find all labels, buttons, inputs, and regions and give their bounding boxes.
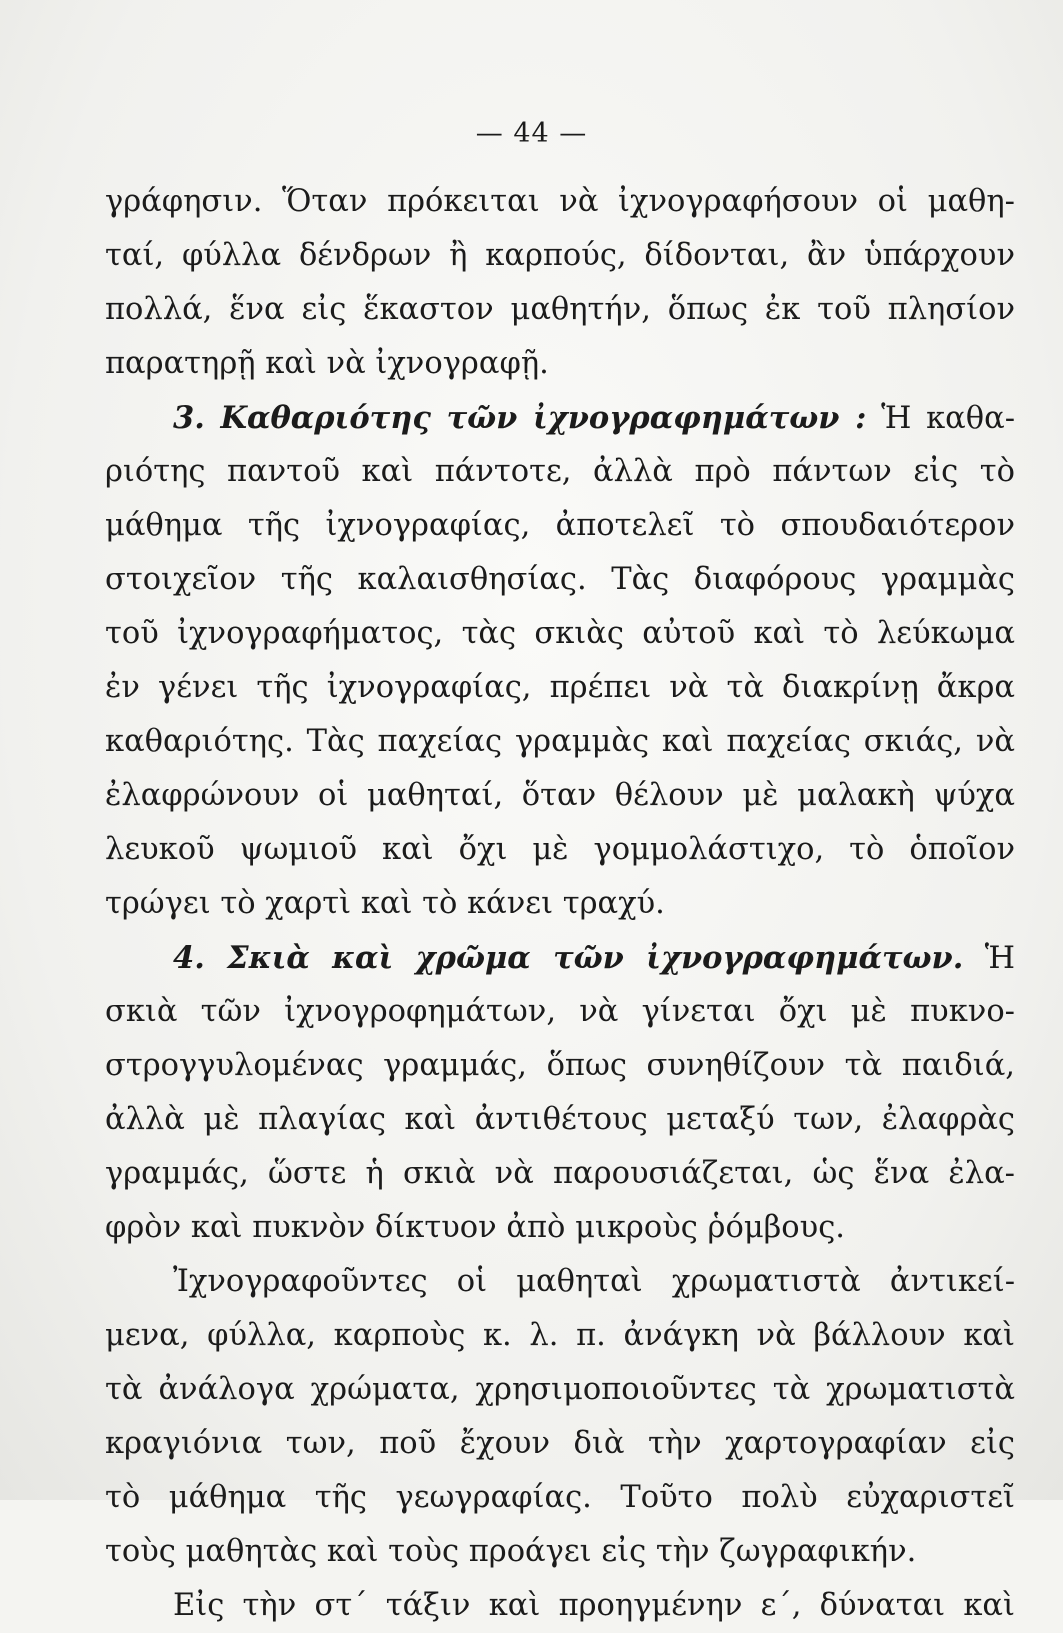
- text-line: μάθημα τῆς ἰχνογραφίας, ἀποτελεῖ τὸ σπουδαιότερον: [105, 508, 1015, 543]
- text-line: τοῦ ἰχνογραφήματος, τὰς σκιὰς αὐτοῦ καὶ τὸ λεύκωμα: [105, 616, 1015, 651]
- text-line: λευκοῦ ψωμιοῦ καὶ ὄχι μὲ γομμολάστιχο, τὸ ὁποῖον: [105, 832, 1015, 867]
- section-3-heading: 3. Καθαριότης τῶν ἰχνογραφημάτων :: [173, 400, 867, 436]
- text-line: στρογγυλομένας γραμμάς, ὅπως συνηθίζουν τὰ παιδιά,: [105, 1048, 1015, 1083]
- text-line: πολλά, ἕνα εἰς ἕκαστον μαθητήν, ὅπως ἐκ τοῦ πλησίον: [105, 292, 1015, 327]
- text-line: φρὸν καὶ πυκνὸν δίκτυον ἀπὸ μικροὺς ῥόμβους.: [105, 1210, 845, 1245]
- text-line: ἀλλὰ μὲ πλαγίας καὶ ἀντιθέτους μεταξύ των, ἐλαφρὰς: [105, 1102, 1015, 1137]
- text-line: ἐν γένει τῆς ἰχνογραφίας, πρέπει νὰ τὰ διακρίνῃ ἄκρα: [105, 670, 1015, 705]
- page-number: — 44 —: [475, 118, 588, 149]
- text-line: παρατηρῇ καὶ νὰ ἰχνογραφῇ.: [105, 346, 549, 381]
- text-line: γραμμάς, ὥστε ἡ σκιὰ νὰ παρουσιάζεται, ὡς ἕνα ἐλα-: [105, 1156, 1015, 1191]
- section-4-heading-rest: Ἡ: [984, 941, 1015, 976]
- text-line: στοιχεῖον τῆς καλαισθησίας. Τὰς διαφόρους γραμμὰς: [105, 562, 1015, 597]
- section-3-first-line: [105, 391, 1015, 445]
- page-text: [105, 175, 1015, 1633]
- text-line: τὰ ἀνάλογα χρώματα, χρησιμοποιοῦντες τὰ χρωματιστὰ: [105, 1372, 1015, 1407]
- text-line: κραγιόνια των, ποῦ ἔχουν διὰ τὴν χαρτογραφίαν εἰς: [105, 1426, 1015, 1461]
- text-line: τρώγει τὸ χαρτὶ καὶ τὸ κάνει τραχύ.: [105, 886, 665, 921]
- text-line: ριότης παντοῦ καὶ πάντοτε, ἀλλὰ πρὸ πάντων εἰς τὸ: [105, 454, 1015, 489]
- text-line: ἐλαφρώνουν οἱ μαθηταί, ὅταν θέλουν μὲ μαλακὴ ψύχα: [105, 778, 1015, 813]
- text-line: καθαριότης. Τὰς παχείας γραμμὰς καὶ παχείας σκιάς, νὰ: [105, 724, 1015, 759]
- text-line: Ἰχνογραφοῦντες οἱ μαθηταὶ χρωματιστὰ ἀντικεί-: [173, 1264, 1015, 1299]
- text-line: τὸ μάθημα τῆς γεωγραφίας. Τοῦτο πολὺ εὐχαριστεῖ: [105, 1480, 1015, 1515]
- text-line: ταί, φύλλα δένδρων ἢ καρπούς, δίδονται, ἂν ὑπάρχουν: [105, 238, 1015, 273]
- section-4-first-line: [105, 931, 1015, 985]
- section-3-heading-rest: Ἡ καθα-: [881, 401, 1016, 436]
- section-4-heading: 4. Σκιὰ καὶ χρῶμα τῶν ἰχνογραφημάτων.: [173, 940, 964, 976]
- text-line: γράφησιν. Ὅταν πρόκειται νὰ ἰχνογραφήσουν οἱ μαθη-: [105, 184, 1015, 219]
- text-line: σκιὰ τῶν ἰχνογροφημάτων, νὰ γίνεται ὄχι μὲ πυκνο-: [105, 994, 1015, 1029]
- text-line: Εἰς τὴν στ´ τάξιν καὶ προηγμένην ε´, δύναται καὶ: [173, 1588, 1015, 1623]
- text-line: τοὺς μαθητὰς καὶ τοὺς προάγει εἰς τὴν ζωγραφικήν.: [105, 1534, 917, 1569]
- text-line: μενα, φύλλα, καρποὺς κ. λ. π. ἀνάγκη νὰ βάλλουν καὶ: [105, 1318, 1015, 1353]
